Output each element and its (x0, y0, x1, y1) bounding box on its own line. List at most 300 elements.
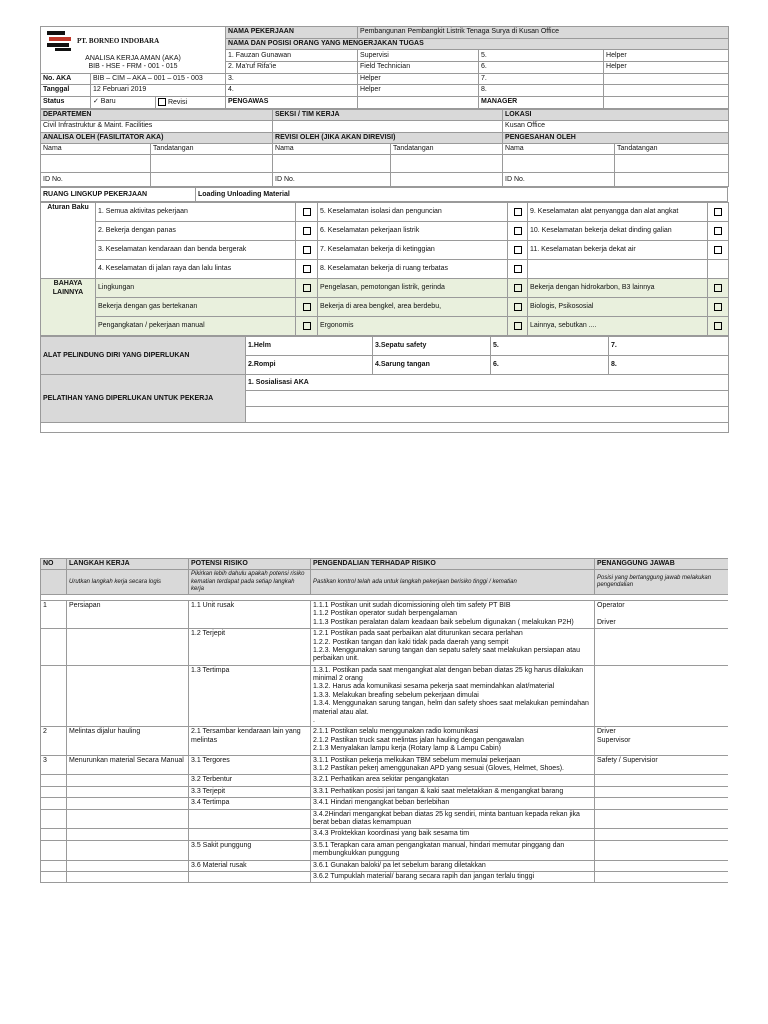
ppe-item: 2.Rompi (246, 356, 373, 375)
worker-position: Helper (604, 62, 729, 74)
step-cell-control (311, 665, 595, 727)
rule-item: 9. Keselamatan alat penyangga dan alat angkat (528, 203, 708, 222)
hazard-item: Pengangkatan / pekerjaan manual (96, 317, 296, 336)
manager-value (604, 96, 729, 108)
worker-position: Helper (604, 50, 729, 62)
location-label: LOKASI (503, 109, 729, 120)
worker-name: 3. (226, 73, 358, 84)
cell-line (597, 667, 726, 675)
cell-line (43, 830, 64, 838)
checkbox-icon (303, 322, 311, 330)
cell-line (69, 811, 186, 819)
checkbox-icon (514, 265, 522, 273)
rule-item: 10. Keselamatan bekerja dekat dinding galian (528, 222, 708, 241)
checkbox-icon (714, 208, 722, 216)
name-field[interactable] (503, 155, 615, 173)
worker-name: 1. Fauzan Gunawan (226, 50, 358, 62)
rule-checkbox[interactable] (708, 222, 729, 241)
step-cell-risk (189, 629, 311, 666)
hazard-checkbox[interactable] (708, 317, 729, 336)
rule-checkbox[interactable] (508, 222, 528, 241)
subheader-control: Pastikan kontrol telah ada untuk langkah pekerjaan berisiko tinggi / kematian (311, 570, 595, 595)
rule-item (528, 260, 708, 279)
approval-by-label: PENGESAHAN OLEH (503, 132, 729, 143)
step-cell-pic (595, 871, 729, 882)
step-cell-pic (595, 829, 729, 840)
department-value: Civil Infrastruktur & Maint. Facilities (41, 121, 273, 132)
rule-checkbox[interactable] (708, 241, 729, 260)
checkbox-icon (514, 284, 522, 292)
cell-line (69, 630, 186, 638)
cell-line: 1.1.1 Postikan unit sudah dicomissioning oleh tim safety PT BIB (313, 601, 511, 609)
column-header-control: PENGENDALIAN TERHADAP RISIKO (311, 559, 595, 570)
step-cell-step (67, 629, 189, 666)
id-field[interactable] (391, 173, 503, 187)
step-cell-control (311, 786, 595, 797)
ppe-item: 5. (491, 337, 609, 356)
cell-line (597, 776, 726, 784)
status-new-checkbox[interactable]: ✓ Baru (91, 96, 156, 108)
logo-block (41, 27, 226, 74)
scope-label: RUANG LINGKUP PEKERJAAN (41, 188, 196, 202)
table-row (41, 809, 729, 829)
checkbox-icon (303, 208, 311, 216)
step-cell-step (67, 829, 189, 840)
step-cell-no (41, 775, 67, 786)
subheader-step: Urutkan langkah kerja secara logis (67, 570, 189, 595)
cell-line: 3.3.1 Perhatikan posisi jari tangan & kaki saat meletakkan & mengangkat barang (313, 787, 564, 795)
rule-checkbox[interactable] (296, 203, 318, 222)
rule-item: 1. Semua aktivitas pekerjaan (96, 203, 296, 222)
cell-line: 1.1.2 Postikan operator sudah berpengalaman (313, 610, 457, 618)
no-aka-value: BIB – CIM – AKA – 001 – 015 - 003 (91, 73, 226, 84)
worker-name: 5. (479, 50, 604, 62)
cell-line: 1.2.3. Menggunakan sarung tangan dan sepatu safety saat melakukan persiapan atau perbaikan unit. (313, 646, 580, 663)
date-value: 12 Februari 2019 (91, 85, 226, 96)
ppe-item: 3.Sepatu safety (373, 337, 491, 356)
cell-line (191, 873, 308, 881)
step-cell-risk (189, 727, 311, 755)
cell-line: 2.1.1 Postikan selalu menggunakan radio komunikasi (313, 728, 479, 736)
job-name-value: Pembangunan Pembangkit Listrik Tenaga Surya di Kusan Office (358, 27, 729, 39)
checkbox-icon (158, 98, 166, 106)
step-cell-control (311, 860, 595, 871)
cell-line: 3.5.1 Terapkan cara aman pengangkatan manual, hindari memutar pinggang dan membungkukkan punggung (313, 841, 565, 858)
column-header-no: NO (41, 559, 67, 570)
aka-form-header (40, 26, 728, 433)
worker-position: Supervisi (358, 50, 479, 62)
table-row (41, 798, 729, 809)
cell-line (597, 862, 726, 870)
cell-line: 1.1.3 Postikan peralatan dalam keadaan baik sebelum digunakan ( melakukan P2H) (313, 618, 574, 626)
rule-item: 4. Keselamatan di jalan raya dan lalu lintas (96, 260, 296, 279)
cell-line: Melintas dijalur hauling (69, 728, 141, 736)
training-field[interactable] (246, 391, 729, 407)
name-label: Nama (503, 143, 615, 154)
worker-name: 4. (226, 85, 358, 96)
manager-label: MANAGER (479, 96, 604, 108)
step-cell-no (41, 665, 67, 727)
cell-line (43, 811, 64, 819)
step-rows (41, 600, 729, 882)
column-header-risk: POTENSI RISIKO (189, 559, 311, 570)
ppe-label: ALAT PELINDUNG DIRI YANG DIPERLUKAN (41, 337, 246, 375)
cell-line (43, 873, 64, 881)
status-revision-checkbox[interactable] (156, 96, 226, 108)
step-cell-no (41, 727, 67, 755)
hazard-checkbox[interactable] (708, 298, 729, 317)
step-cell-pic (595, 809, 729, 829)
signature-label: Tandatangan (391, 143, 503, 154)
date-label: Tanggal (41, 85, 91, 96)
checkbox-icon (714, 284, 722, 292)
hazard-item: Ergonomis (318, 317, 508, 336)
step-cell-no (41, 786, 67, 797)
cell-line: 3.2 Terbentur (191, 776, 233, 784)
worker-position: Helper (358, 85, 479, 96)
cell-line: Driver (597, 728, 616, 736)
worker-name: 7. (479, 73, 604, 84)
step-cell-control (311, 829, 595, 840)
step-cell-control (311, 840, 595, 860)
step-cell-step (67, 727, 189, 755)
signature-field[interactable] (391, 155, 503, 173)
step-cell-risk (189, 840, 311, 860)
worker-name: 2. Ma'ruf Rifa'ie (226, 62, 358, 74)
cell-line (597, 630, 726, 638)
cell-line (69, 862, 186, 870)
step-cell-pic (595, 786, 729, 797)
step-cell-pic (595, 775, 729, 786)
cell-line (43, 799, 64, 807)
step-cell-risk (189, 829, 311, 840)
step-cell-step (67, 786, 189, 797)
supervisor-label: PENGAWAS (226, 96, 358, 108)
cell-line (597, 799, 726, 807)
rule-checkbox[interactable] (296, 260, 318, 279)
status-revision-label: Revisi (167, 98, 188, 106)
blank-row (41, 423, 729, 433)
id-label: ID No. (41, 173, 151, 187)
rule-checkbox[interactable] (296, 241, 318, 260)
worker-position (604, 73, 729, 84)
step-cell-risk (189, 809, 311, 829)
cell-line: 3.1.1 Postikan pekerja melkukan TBM sebelum memulai pekerjaan (313, 756, 521, 764)
step-cell-no (41, 829, 67, 840)
checkbox-icon (514, 208, 522, 216)
checkbox-icon (714, 227, 722, 235)
step-cell-control (311, 600, 595, 628)
step-cell-step (67, 600, 189, 628)
table-row (41, 775, 729, 786)
no-aka-label: No. AKA (41, 73, 91, 84)
rule-item: 3. Keselamatan kendaraan dan benda bergerak (96, 241, 296, 260)
step-cell-no (41, 600, 67, 628)
checkbox-icon (303, 227, 311, 235)
step-cell-risk (189, 775, 311, 786)
doc-code: BIB - HSE - FRM - 001 - 015 (88, 63, 178, 71)
cell-line (191, 830, 308, 838)
name-field[interactable] (273, 155, 391, 173)
analysed-by-label: ANALISA OLEH (FASILITATOR AKA) (41, 132, 273, 143)
table-row (41, 829, 729, 840)
cell-line (69, 799, 186, 807)
worker-position: Field Technician (358, 62, 479, 74)
ppe-item: 7. (609, 337, 729, 356)
rules-label: Aturan Baku (41, 203, 96, 279)
step-cell-risk (189, 786, 311, 797)
scope-value: Loading Unloading Material (196, 188, 728, 202)
step-cell-pic (595, 665, 729, 727)
column-header-pic: PENANGGUNG JAWAB (595, 559, 729, 570)
table-row (41, 600, 729, 628)
hazards-label: BAHAYA LAINNYA (41, 279, 96, 336)
cell-line: . (313, 717, 315, 725)
step-cell-risk (189, 755, 311, 775)
cell-line: 3.6.1 Gunakan baloki/ pa let sebelum barang diletakkan (313, 861, 486, 869)
step-cell-control (311, 629, 595, 666)
rule-item: 6. Keselamatan pekerjaan listrik (318, 222, 508, 241)
step-cell-pic (595, 840, 729, 860)
id-label: ID No. (503, 173, 615, 187)
cell-line (597, 873, 726, 881)
step-cell-control (311, 871, 595, 882)
name-label: Nama (41, 143, 151, 154)
cell-line: Persiapan (69, 601, 101, 609)
cell-line (69, 830, 186, 838)
cell-line (597, 842, 726, 850)
cell-line: 3.3 Terjepit (191, 787, 226, 795)
cell-line: 1.2.1 Postikan pada saat perbaikan alat diturunkan secara perlahan (313, 630, 523, 638)
hazard-checkbox[interactable] (508, 317, 528, 336)
step-cell-step (67, 665, 189, 727)
step-cell-step (67, 871, 189, 882)
cell-line: 1.3.3. Melakukan breafing sebelum pekerjaan dimulai (313, 691, 479, 699)
hazard-item: Bekerja di area bengkel, area berdebu, (318, 298, 508, 317)
id-field[interactable] (615, 173, 729, 187)
step-cell-no (41, 809, 67, 829)
step-cell-pic (595, 629, 729, 666)
company-logo-icon (47, 30, 73, 52)
checkbox-icon (714, 322, 722, 330)
section-value (273, 121, 503, 132)
hazard-item: Bekerja dengan hidrokarbon, B3 lainnya (528, 279, 708, 298)
worker-position (604, 85, 729, 96)
cell-line: Safety / Supervisior (597, 756, 658, 764)
cell-line: 3.6.2 Tumpuklah material/ barang secara rapih dan jangan terlalu tinggi (313, 872, 535, 880)
step-cell-no (41, 629, 67, 666)
table-row (41, 840, 729, 860)
cell-line: 3.6 Material rusak (191, 861, 247, 869)
signature-field[interactable] (615, 155, 729, 173)
name-field[interactable] (41, 155, 151, 173)
rule-checkbox[interactable] (708, 203, 729, 222)
cell-line: 1.2 Terjepit (191, 630, 226, 638)
worker-name: 6. (479, 62, 604, 74)
cell-line (43, 776, 64, 784)
checkbox-icon (303, 265, 311, 273)
step-cell-control (311, 809, 595, 829)
cell-line (597, 830, 726, 838)
checkbox-icon (714, 303, 722, 311)
hazard-checkbox[interactable] (708, 279, 729, 298)
cell-line: 3.4.2Hindari mengangkat beban diatas 25 kg sendiri, minta bantuan kepada rekan jika berat beban diatas kemampuan (313, 810, 580, 826)
subheader-no (41, 570, 67, 595)
cell-line (69, 667, 186, 675)
status-label: Status (41, 96, 91, 108)
job-name-label: NAMA PEKERJAAN (226, 27, 358, 39)
signature-label: Tandatangan (151, 143, 273, 154)
rule-item: 5. Keselamatan isolasi dan penguncian (318, 203, 508, 222)
cell-line (69, 776, 186, 784)
cell-line: 2.1.2 Pastikan truck saat melintas jalan hauling dengan pengawalan (313, 736, 524, 744)
table-row (41, 786, 729, 797)
cell-line: 3.4.3 Proktekkan koordinasi yang baik sesama tim (313, 830, 470, 838)
cell-line: 1.3.1. Postikan pada saat mengangkat alat dengan beban diatas 25 kg harus dilakukan minimal 2 orang (313, 666, 584, 683)
hazard-checkbox[interactable] (296, 298, 318, 317)
rule-checkbox[interactable] (508, 260, 528, 279)
cell-line (191, 811, 308, 819)
job-steps-table (40, 558, 728, 1024)
step-cell-pic (595, 860, 729, 871)
step-cell-control (311, 798, 595, 809)
table-row (41, 755, 729, 775)
step-cell-risk (189, 798, 311, 809)
worker-position: Helper (358, 73, 479, 84)
column-header-step: LANGKAH KERJA (67, 559, 189, 570)
ppe-item: 6. (491, 356, 609, 375)
ppe-item: 8. (609, 356, 729, 375)
location-value: Kusan Office (503, 121, 729, 132)
rule-item: 2. Bekerja dengan panas (96, 222, 296, 241)
checkbox-icon (514, 227, 522, 235)
step-cell-pic (595, 798, 729, 809)
checkbox-icon (303, 284, 311, 292)
table-row (41, 860, 729, 871)
checkbox-icon (514, 246, 522, 254)
step-cell-risk (189, 860, 311, 871)
step-cell-step (67, 860, 189, 871)
step-cell-no (41, 871, 67, 882)
cell-line: 2.1.3 Menyalakan lampu kerja (Rotary lamp & Lampu Cabin) (313, 745, 501, 753)
training-field[interactable] (246, 407, 729, 423)
department-label: DEPARTEMEN (41, 109, 273, 120)
cell-line: 3.4.1 Hindari mengangkat beban berlebihan (313, 799, 450, 807)
step-cell-no (41, 860, 67, 871)
section-label: SEKSI / TIM KERJA (273, 109, 503, 120)
signature-label: Tandatangan (615, 143, 729, 154)
cell-line: 3.1.2 Pastikan pekerj amenggunakan APD yang sesuai (Gloves, Helmet, Shoes). (313, 764, 564, 772)
step-cell-control (311, 727, 595, 755)
step-cell-no (41, 840, 67, 860)
cell-line (69, 842, 186, 850)
step-cell-risk (189, 871, 311, 882)
ppe-item: 1.Helm (246, 337, 373, 356)
id-label: ID No. (273, 173, 391, 187)
step-cell-risk (189, 665, 311, 727)
id-field[interactable] (151, 173, 273, 187)
table-row (41, 727, 729, 755)
hazard-item: Bekerja dengan gas bertekanan (96, 298, 296, 317)
training-item: 1. Sosialisasi AKA (246, 375, 729, 391)
step-cell-step (67, 798, 189, 809)
cell-line (43, 842, 64, 850)
hazard-item: Lainnya, sebutkan .... (528, 317, 708, 336)
step-cell-control (311, 755, 595, 775)
hazard-checkbox[interactable] (508, 298, 528, 317)
rule-checkbox[interactable] (296, 222, 318, 241)
cell-line: Operator (597, 601, 625, 609)
cell-line (69, 788, 186, 796)
cell-line: 3.1 Tergores (191, 756, 230, 764)
checkbox-icon (514, 322, 522, 330)
rule-item: 7. Keselamatan bekerja di ketinggian (318, 241, 508, 260)
rule-item: 11. Keselamatan bekerja dekat air (528, 241, 708, 260)
cell-line (597, 811, 726, 819)
cell-line: 1.3 Tertimpa (191, 666, 230, 674)
step-cell-step (67, 775, 189, 786)
name-label: Nama (273, 143, 391, 154)
step-cell-pic (595, 727, 729, 755)
company-name: PT. BORNEO INDOBARA (77, 36, 160, 45)
hazard-checkbox[interactable] (296, 279, 318, 298)
cell-line (43, 667, 64, 675)
step-cell-step (67, 809, 189, 829)
checkbox-icon (303, 303, 311, 311)
signature-field[interactable] (151, 155, 273, 173)
hazard-checkbox[interactable] (508, 279, 528, 298)
cell-line: Menurunkan material Secara Manual (69, 756, 184, 764)
cell-line: 3 (43, 756, 47, 764)
cell-line (43, 788, 64, 796)
step-cell-control (311, 775, 595, 786)
step-cell-step (67, 840, 189, 860)
cell-line: 1.1 Unit rusak (191, 601, 235, 609)
revision-by-label: REVISI OLEH (JIKA AKAN DIREVISI) (273, 132, 503, 143)
hazard-item: Biologis, Psikososial (528, 298, 708, 317)
cell-line (43, 862, 64, 870)
worker-name: 8. (479, 85, 604, 96)
cell-line: 1.3.4. Menggunakan sarung tangan, helm dan safety shoes saat melakukan pemindahan material atau alat. (313, 700, 589, 716)
hazard-item: Lingkungan (96, 279, 296, 298)
subheader-risk: Pikirkan lebih dahulu apakah potensi risiko kematian terdapat pada setiap langkah kerja (189, 570, 311, 595)
table-row (41, 871, 729, 882)
cell-line: 1.2.2. Postikan tangan dan kaki tidak pada daerah yang sempit (313, 638, 509, 646)
cell-line: 1 (43, 601, 47, 609)
subheader-pic: Posisi yang bertanggung jawab melakukan pengendalian (595, 570, 729, 595)
cell-line: 3.2.1 Perhatikan area sekitar pengangkatan (313, 776, 449, 784)
ppe-item: 4.Sarung tangan (373, 356, 491, 375)
cell-line (597, 610, 726, 618)
supervisor-value (358, 96, 479, 108)
cell-line: Supervisor (597, 736, 631, 744)
step-cell-risk (189, 600, 311, 628)
rule-checkbox[interactable] (508, 203, 528, 222)
rule-checkbox[interactable] (508, 241, 528, 260)
step-cell-step (67, 755, 189, 775)
rule-checkbox[interactable] (708, 260, 729, 279)
cell-line: Driver (597, 618, 616, 626)
cell-line: 3.4 Tertimpa (191, 799, 230, 807)
cell-line: 1.3.2. Harus ada komunikasi sesama pekerja saat memindahkan alat/material (313, 683, 555, 691)
table-row (41, 665, 729, 727)
hazard-item: Pengelasan, pemotongan listrik, gerinda (318, 279, 508, 298)
hazard-checkbox[interactable] (296, 317, 318, 336)
step-cell-pic (595, 755, 729, 775)
step-cell-no (41, 798, 67, 809)
checkbox-icon (303, 246, 311, 254)
step-cell-pic (595, 600, 729, 628)
